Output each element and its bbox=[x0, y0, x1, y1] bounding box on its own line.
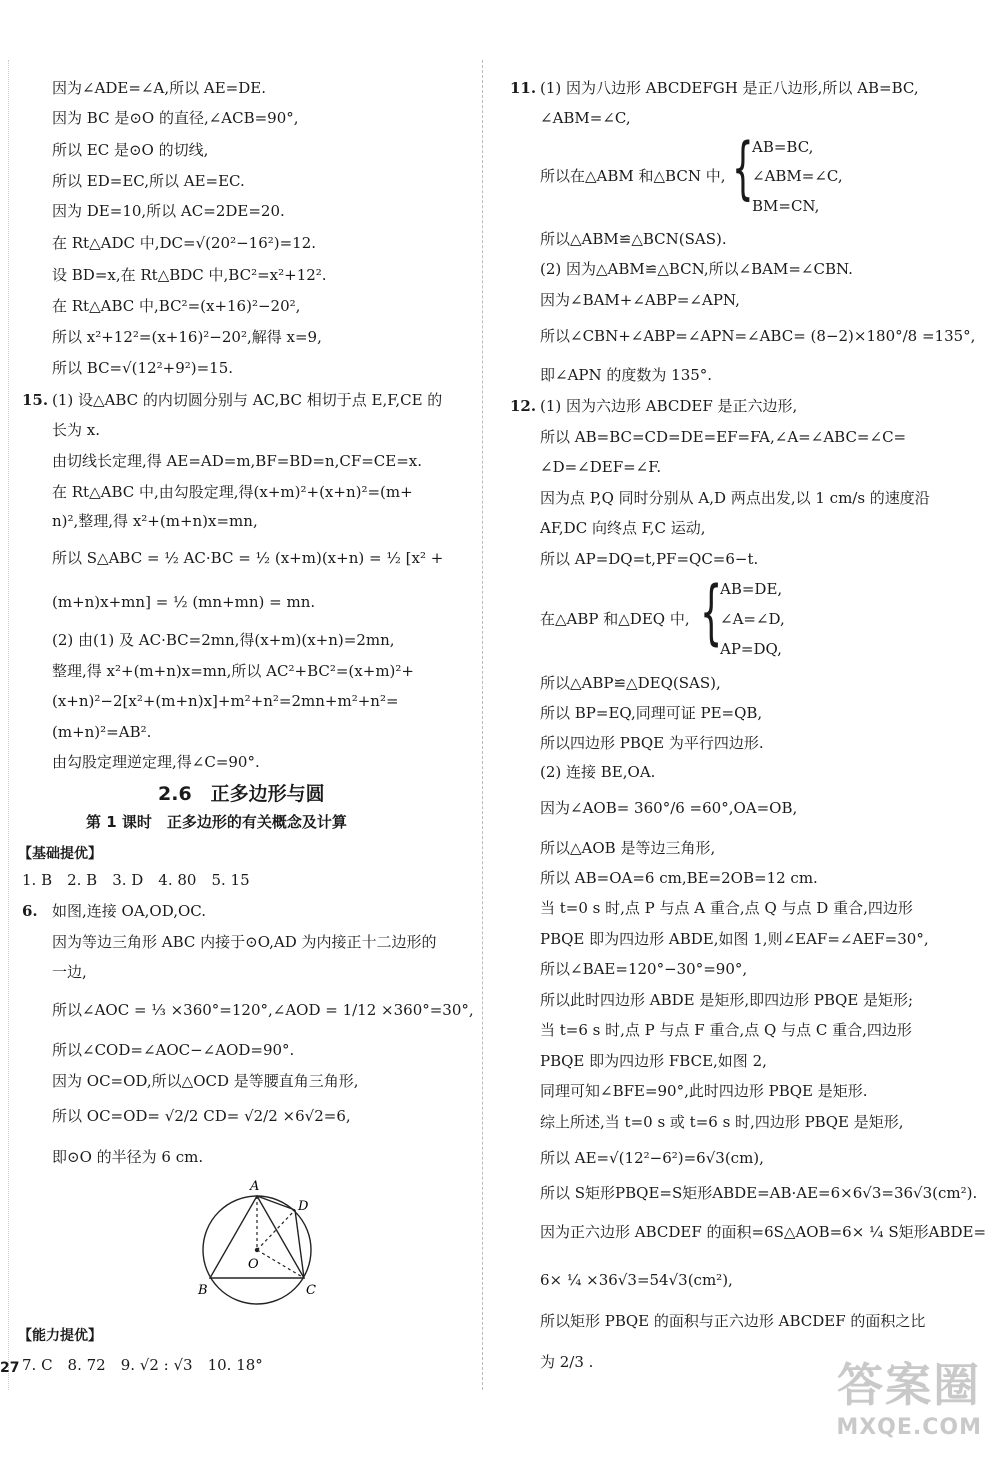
text-line: 为 2/3 . bbox=[540, 1353, 594, 1371]
text-line: 由勾股定理逆定理,得∠C=90°. bbox=[52, 753, 260, 771]
text-line: 所以 S△ABC = ½ AC·BC = ½ (x+m)(x+n) = ½ [x² + bbox=[52, 549, 444, 567]
text-line: AF,DC 向终点 F,C 运动, bbox=[540, 519, 706, 537]
text-line: 所以 OC=OD= √2/2 CD= √2/2 ×6√2=6, bbox=[52, 1107, 351, 1125]
circle-figure bbox=[190, 1170, 330, 1310]
watermark-title: 答案圈 bbox=[837, 1358, 982, 1412]
text-line: 同理可知∠BFE=90°,此时四边形 PBQE 是矩形. bbox=[540, 1082, 868, 1100]
text-line: 所以 EC 是⊙O 的切线, bbox=[52, 141, 209, 159]
section-title: 2.6 正多边形与圆 bbox=[158, 783, 325, 805]
text-line: 由切线长定理,得 AE=AD=m,BF=BD=n,CF=CE=x. bbox=[52, 452, 423, 470]
text-line: 所以 S矩形PBQE=S矩形ABDE=AB·AE=6×6√3=36√3(cm²). bbox=[540, 1184, 978, 1202]
text-line: (2) 连接 BE,OA. bbox=[540, 763, 656, 781]
text-line: 即⊙O 的半径为 6 cm. bbox=[52, 1148, 204, 1166]
text-line: PBQE 即为四边形 FBCE,如图 2, bbox=[540, 1052, 767, 1070]
text-line: (1) 因为六边形 ABCDEF 是正六边形, bbox=[540, 397, 798, 415]
text-line: 所以矩形 PBQE 的面积与正六边形 ABCDEF 的面积之比 bbox=[540, 1312, 926, 1330]
text-line: 当 t=0 s 时,点 P 与点 A 重合,点 Q 与点 D 重合,四边形 bbox=[540, 899, 913, 917]
brace: { bbox=[700, 571, 723, 653]
text-line: 所以在△ABM 和△BCN 中, bbox=[540, 167, 726, 185]
text-line: (2) 由(1) 及 AC·BC=2mn,得(x+m)(x+n)=2mn, bbox=[52, 631, 395, 649]
text-line: 一边, bbox=[52, 963, 87, 981]
text-line: 因为 OC=OD,所以△OCD 是等腰直角三角形, bbox=[52, 1072, 359, 1090]
text-line: 所以△ABP≌△DEQ(SAS), bbox=[540, 674, 721, 692]
text-line: ∠D=∠DEF=∠F. bbox=[540, 458, 662, 476]
text-line: 所以∠BAE=120°−30°=90°, bbox=[540, 960, 748, 978]
text-line: 在△ABP 和△DEQ 中, bbox=[540, 610, 690, 628]
page-number: 27 bbox=[0, 1360, 20, 1376]
text-line: 在 Rt△ADC 中,DC=√(20²−16²)=12. bbox=[52, 234, 317, 252]
text-line: 所以△AOB 是等边三角形, bbox=[540, 839, 716, 857]
text-line: 如图,连接 OA,OD,OC. bbox=[52, 902, 206, 920]
text-line: (1) 因为八边形 ABCDEFGH 是正八边形,所以 AB=BC, bbox=[540, 79, 919, 97]
watermark bbox=[836, 1349, 982, 1440]
text-line: (m+n)²=AB². bbox=[52, 723, 152, 741]
column-divider bbox=[482, 60, 483, 1390]
text-line: 所以 BP=EQ,同理可证 PE=QB, bbox=[540, 704, 763, 722]
watermark-url: MXQE.COM bbox=[836, 1415, 982, 1440]
ability-tag: 【能力提优】 bbox=[18, 1328, 102, 1344]
text-line: (2) 因为△ABM≌△BCN,所以∠BAM=∠CBN. bbox=[540, 260, 853, 278]
text-line: 所以∠CBN+∠ABP=∠APN=∠ABC= (8−2)×180°/8 =135°, bbox=[540, 327, 976, 345]
text-line: 因为等边三角形 ABC 内接于⊙O,AD 为内接正十二边形的 bbox=[52, 933, 437, 951]
text-line: 6× ¼ ×36√3=54√3(cm²), bbox=[540, 1271, 733, 1289]
text-line: 因为正六边形 ABCDEF 的面积=6S△AOB=6× ¼ S矩形ABDE= bbox=[540, 1223, 987, 1241]
question-number: 12. bbox=[510, 397, 537, 415]
segment-ad bbox=[257, 1196, 295, 1210]
text-line: (1) 设△ABC 的内切圆分别与 AC,BC 相切于点 E,F,CE 的 bbox=[52, 391, 443, 409]
text-line: 综上所述,当 t=0 s 或 t=6 s 时,四边形 PBQE 是矩形, bbox=[540, 1113, 904, 1131]
text-line: 所以△ABM≌△BCN(SAS). bbox=[540, 230, 727, 248]
brace-line: AB=DE, bbox=[720, 580, 783, 598]
basic-tag: 【基础提优】 bbox=[18, 846, 102, 862]
question-number: 15. bbox=[22, 391, 49, 409]
brace-line: BM=CN, bbox=[752, 197, 820, 215]
left-margin-dots bbox=[8, 60, 9, 1390]
text-line: 在 Rt△ABC 中,由勾股定理,得(x+m)²+(x+n)²=(m+ bbox=[52, 483, 413, 501]
text-line: 即∠APN 的度数为 135°. bbox=[540, 366, 713, 384]
label-d: D bbox=[298, 1199, 309, 1214]
text-line: 因为∠ADE=∠A,所以 AE=DE. bbox=[52, 79, 266, 97]
text-line: 所以此时四边形 ABDE 是矩形,即四边形 PBQE 是矩形; bbox=[540, 991, 914, 1009]
text-line: 当 t=6 s 时,点 P 与点 F 重合,点 Q 与点 C 重合,四边形 bbox=[540, 1021, 912, 1039]
text-line: PBQE 即为四边形 ABDE,如图 1,则∠EAF=∠AEF=30°, bbox=[540, 930, 929, 948]
text-line: 所以 AE=√(12²−6²)=6√3(cm), bbox=[540, 1149, 764, 1167]
text-line: 在 Rt△ABC 中,BC²=(x+16)²−20², bbox=[52, 297, 301, 315]
brace-line: ∠A=∠D, bbox=[720, 610, 785, 628]
question-number: 6. bbox=[22, 902, 38, 920]
label-o: O bbox=[248, 1257, 259, 1272]
question-number: 11. bbox=[510, 79, 537, 97]
text-line: 所以∠AOC = ⅓ ×360°=120°,∠AOD = 1/12 ×360°=30°, bbox=[52, 1001, 474, 1019]
brace: { bbox=[732, 129, 754, 208]
brace-line: AB=BC, bbox=[752, 138, 814, 156]
text-line: 所以 AB=BC=CD=DE=EF=FA,∠A=∠ABC=∠C= bbox=[540, 428, 907, 446]
text-line: 长为 x. bbox=[52, 421, 100, 439]
text-line: 因为∠BAM+∠ABP=∠APN, bbox=[540, 291, 740, 309]
brace-line: AP=DQ, bbox=[720, 640, 782, 658]
label-b: B bbox=[198, 1283, 208, 1298]
text-line: (m+n)x+mn] = ½ (mn+mn) = mn. bbox=[52, 593, 316, 611]
text-line: ∠ABM=∠C, bbox=[540, 109, 631, 127]
text-line: 设 BD=x,在 Rt△BDC 中,BC²=x²+12². bbox=[52, 266, 327, 284]
text-line: 所以 BC=√(12²+9²)=15. bbox=[52, 359, 234, 377]
text-line: 所以 AB=OA=6 cm,BE=2OB=12 cm. bbox=[540, 869, 818, 887]
text-line: 因为点 P,Q 同时分别从 A,D 两点出发,以 1 cm/s 的速度沿 bbox=[540, 489, 930, 507]
lesson-title: 第 1 课时 正多边形的有关概念及计算 bbox=[86, 813, 347, 831]
brace-line: ∠ABM=∠C, bbox=[752, 167, 843, 185]
text-line: 所以四边形 PBQE 为平行四边形. bbox=[540, 734, 764, 752]
text-line: 因为 BC 是⊙O 的直径,∠ACB=90°, bbox=[52, 109, 299, 127]
answer-line: 7. C 8. 72 9. √2 : √3 10. 18° bbox=[22, 1356, 263, 1374]
text-line: 所以∠COD=∠AOC−∠AOD=90°. bbox=[52, 1041, 295, 1059]
text-line: 因为 DE=10,所以 AC=2DE=20. bbox=[52, 202, 285, 220]
text-line: 所以 x²+12²=(x+16)²−20²,解得 x=9, bbox=[52, 328, 322, 346]
text-line: 整理,得 x²+(m+n)x=mn,所以 AC²+BC²=(x+m)²+ bbox=[52, 662, 414, 680]
center-point bbox=[255, 1248, 259, 1252]
text-line: 所以 AP=DQ=t,PF=QC=6−t. bbox=[540, 550, 759, 568]
text-line: n)²,整理,得 x²+(m+n)x=mn, bbox=[52, 512, 258, 530]
text-line: 所以 ED=EC,所以 AE=EC. bbox=[52, 172, 245, 190]
label-c: C bbox=[306, 1283, 316, 1298]
segment-oc bbox=[257, 1250, 304, 1278]
text-line: 因为∠AOB= 360°/6 =60°,OA=OB, bbox=[540, 799, 798, 817]
answer-line: 1. B 2. B 3. D 4. 80 5. 15 bbox=[22, 871, 250, 889]
label-a: A bbox=[250, 1179, 260, 1194]
text-line: (x+n)²−2[x²+(m+n)x]+m²+n²=2mn+m²+n²= bbox=[52, 692, 399, 710]
